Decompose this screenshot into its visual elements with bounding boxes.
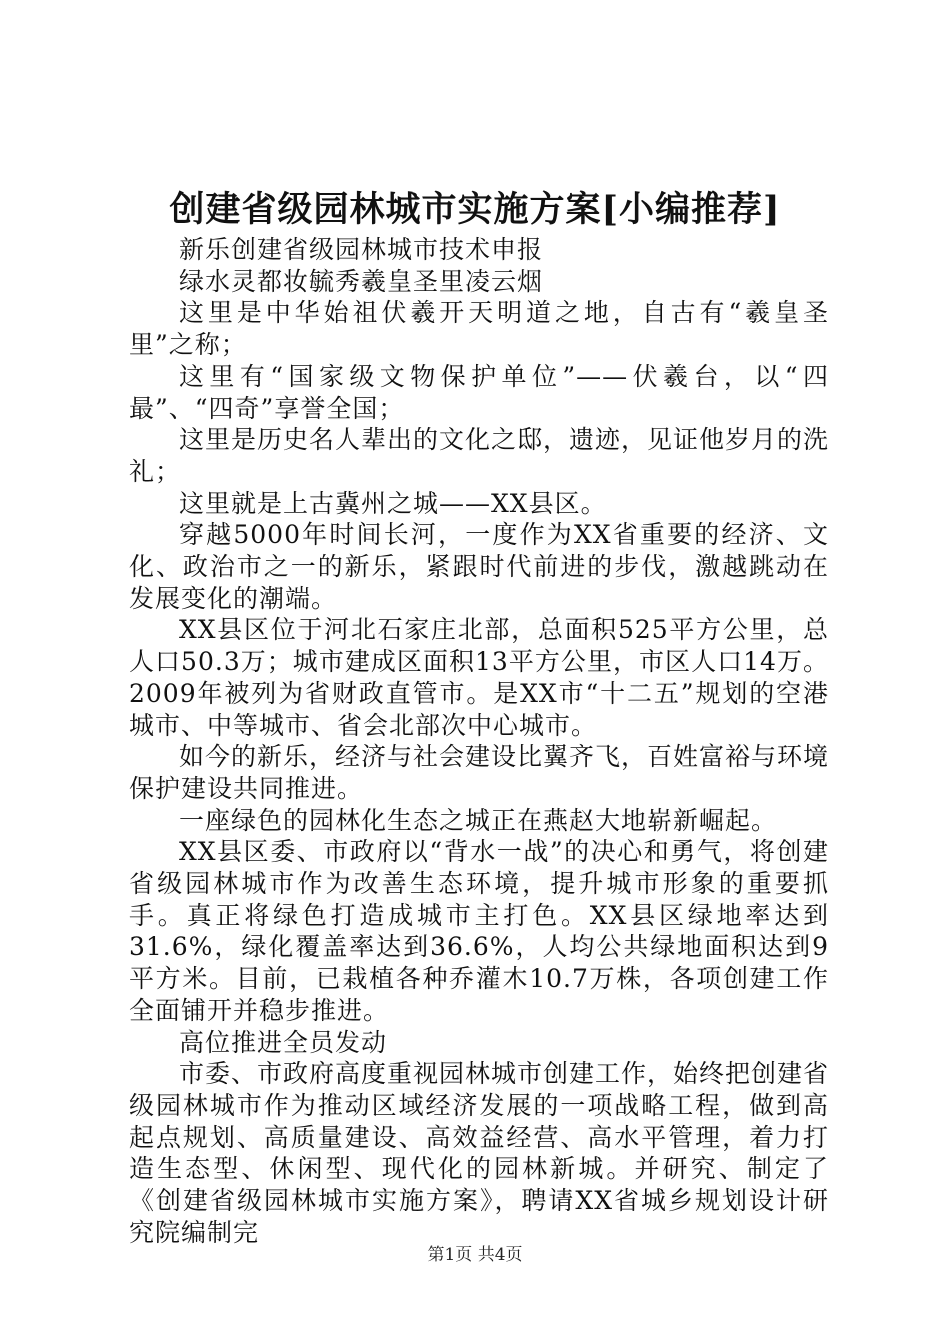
paragraph: 一座绿色的园林化生态之城正在燕赵大地崭新崛起。 bbox=[179, 805, 778, 835]
paragraph: 新乐创建省级园林城市技术申报 bbox=[179, 235, 544, 264]
page-footer: 第1页 共4页 bbox=[427, 1245, 523, 1265]
paragraph: XX县区委、市政府以“背水一战”的决心和勇气，将创建省级园林城市作为改善生态环境，提升城市形象的重要抓手。真正将绿色打造成城市主打色。XX县区绿地率达到31.6%，绿化覆盖率达到36.6%，人均公共绿地面积达到9平方米。目前，已栽植各种乔灌木10.7万株，各项创建工作全面铺开并稳步推进。 bbox=[129, 837, 829, 1025]
paragraph: 这里是历史名人辈出的文化之邸，遗迹，见证他岁月的洗礼； bbox=[129, 425, 830, 486]
paragraph: 如今的新乐，经济与社会建设比翼齐飞，百姓富裕与环境保护建设共同推进。 bbox=[129, 742, 830, 803]
document-title: 创建省级园林城市实施方案[小编推荐] bbox=[169, 189, 781, 230]
paragraph: XX县区位于河北石家庄北部，总面积525平方公里，总人口50.3万；城市建成区面积13平方公里，市区人口14万。2009年被列为省财政直管市。是XX市“十二五”规划的空港城市、中等城市、省会北部次中心城市。 bbox=[129, 615, 829, 740]
paragraph: 绿水灵都妆毓秀羲皇圣里凌云烟 bbox=[179, 266, 544, 296]
paragraph: 穿越5000年时间长河，一度作为XX省重要的经济、文化、政治市之一的新乐，紧跟时代前进的步伐，激越跳动在发展变化的潮端。 bbox=[129, 520, 829, 613]
paragraph: 这里就是上古冀州之城——XX县区。 bbox=[179, 488, 607, 518]
document-body bbox=[129, 234, 829, 1249]
paragraph: 这里是中华始祖伏羲开天明道之地，自古有“羲皇圣里”之称； bbox=[129, 298, 829, 360]
section-heading: 高位推进全员发动 bbox=[179, 1027, 388, 1057]
paragraph: 这里有“国家级文物保护单位”——伏羲台，以“四最”、“四奇”享誉全国； bbox=[129, 361, 829, 423]
paragraph: 市委、市政府高度重视园林城市创建工作，始终把创建省级园林城市作为推动区域经济发展的一项战略工程，做到高起点规划、高质量建设、高效益经营、高水平管理，着力打造生态型、休闲型、现代化的园林新城。并研究、制定了《创建省级园林城市实施方案》，聘请XX省城乡规划设计研究院编制完 bbox=[129, 1059, 830, 1247]
